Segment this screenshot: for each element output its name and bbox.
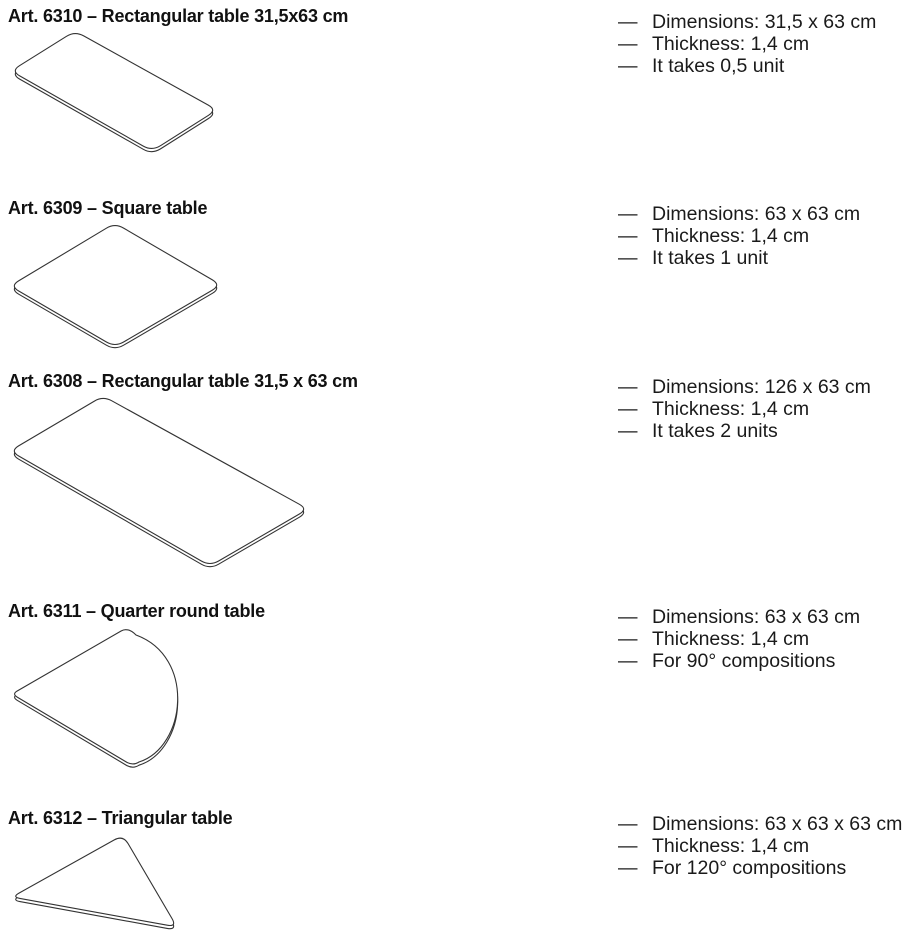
spec-text: Thickness: 1,4 cm xyxy=(652,33,810,55)
spec-item xyxy=(618,55,876,77)
product-row xyxy=(8,808,915,879)
dash-bullet-icon: — xyxy=(618,813,638,835)
rectangular-table-small-drawing xyxy=(8,28,222,158)
spec-item xyxy=(618,33,876,55)
spec-item xyxy=(618,398,871,420)
spec-list xyxy=(618,11,876,77)
table-top-drawing xyxy=(8,28,222,158)
table-top-drawing xyxy=(8,393,318,573)
spec-item xyxy=(618,813,902,835)
dash-bullet-icon: — xyxy=(618,203,638,225)
table-top-drawing xyxy=(8,623,198,773)
dash-bullet-icon: — xyxy=(618,225,638,247)
spec-text: Thickness: 1,4 cm xyxy=(652,225,810,247)
dash-bullet-icon: — xyxy=(618,650,638,672)
spec-text: For 90° compositions xyxy=(652,650,836,672)
product-title: Art. 6310 – Rectangular table 31,5x63 cm xyxy=(8,6,349,26)
dash-bullet-icon: — xyxy=(618,55,638,77)
quarter-round-table-drawing xyxy=(8,623,198,773)
product-row xyxy=(8,601,915,672)
dash-bullet-icon: — xyxy=(618,835,638,857)
dash-bullet-icon: — xyxy=(618,376,638,398)
dash-bullet-icon: — xyxy=(618,247,638,269)
table-top-drawing xyxy=(8,220,224,354)
spec-item xyxy=(618,376,871,398)
spec-text: It takes 0,5 unit xyxy=(652,55,785,77)
spec-item xyxy=(618,650,860,672)
spec-text: Dimensions: 63 x 63 x 63 cm xyxy=(652,813,903,835)
spec-item xyxy=(618,225,860,247)
spec-text: It takes 2 units xyxy=(652,420,778,442)
spec-item xyxy=(618,11,876,33)
dash-bullet-icon: — xyxy=(618,857,638,879)
spec-item xyxy=(618,628,860,650)
spec-text: It takes 1 unit xyxy=(652,247,768,269)
spec-item xyxy=(618,606,860,628)
product-row xyxy=(8,198,915,269)
dash-bullet-icon: — xyxy=(618,11,638,33)
square-table-drawing xyxy=(8,220,224,354)
dash-bullet-icon: — xyxy=(618,398,638,420)
product-row xyxy=(8,6,915,77)
spec-text: Thickness: 1,4 cm xyxy=(652,398,810,420)
product-row xyxy=(8,371,915,442)
rectangular-table-large-drawing xyxy=(8,393,318,573)
spec-item xyxy=(618,420,871,442)
spec-item xyxy=(618,203,860,225)
product-title: Art. 6312 – Triangular table xyxy=(8,808,233,828)
dash-bullet-icon: — xyxy=(618,606,638,628)
spec-list xyxy=(618,376,871,442)
spec-list xyxy=(618,606,860,672)
spec-item xyxy=(618,857,902,879)
spec-text: Thickness: 1,4 cm xyxy=(652,835,810,857)
spec-text: For 120° compositions xyxy=(652,857,847,879)
spec-list xyxy=(618,813,902,879)
dash-bullet-icon: — xyxy=(618,628,638,650)
product-title: Art. 6308 – Rectangular table 31,5 x 63 cm xyxy=(8,371,358,391)
product-title: Art. 6309 – Square table xyxy=(8,198,208,218)
dash-bullet-icon: — xyxy=(618,420,638,442)
triangular-table-drawing xyxy=(8,830,193,933)
product-title: Art. 6311 – Quarter round table xyxy=(8,601,265,621)
table-top-drawing xyxy=(8,830,193,933)
spec-text: Dimensions: 31,5 x 63 cm xyxy=(652,11,877,33)
spec-text: Dimensions: 63 x 63 cm xyxy=(652,203,861,225)
spec-text: Dimensions: 126 x 63 cm xyxy=(652,376,871,398)
spec-text: Thickness: 1,4 cm xyxy=(652,628,810,650)
spec-list xyxy=(618,203,860,269)
spec-item xyxy=(618,247,860,269)
dash-bullet-icon: — xyxy=(618,33,638,55)
spec-item xyxy=(618,835,902,857)
spec-text: Dimensions: 63 x 63 cm xyxy=(652,606,861,628)
